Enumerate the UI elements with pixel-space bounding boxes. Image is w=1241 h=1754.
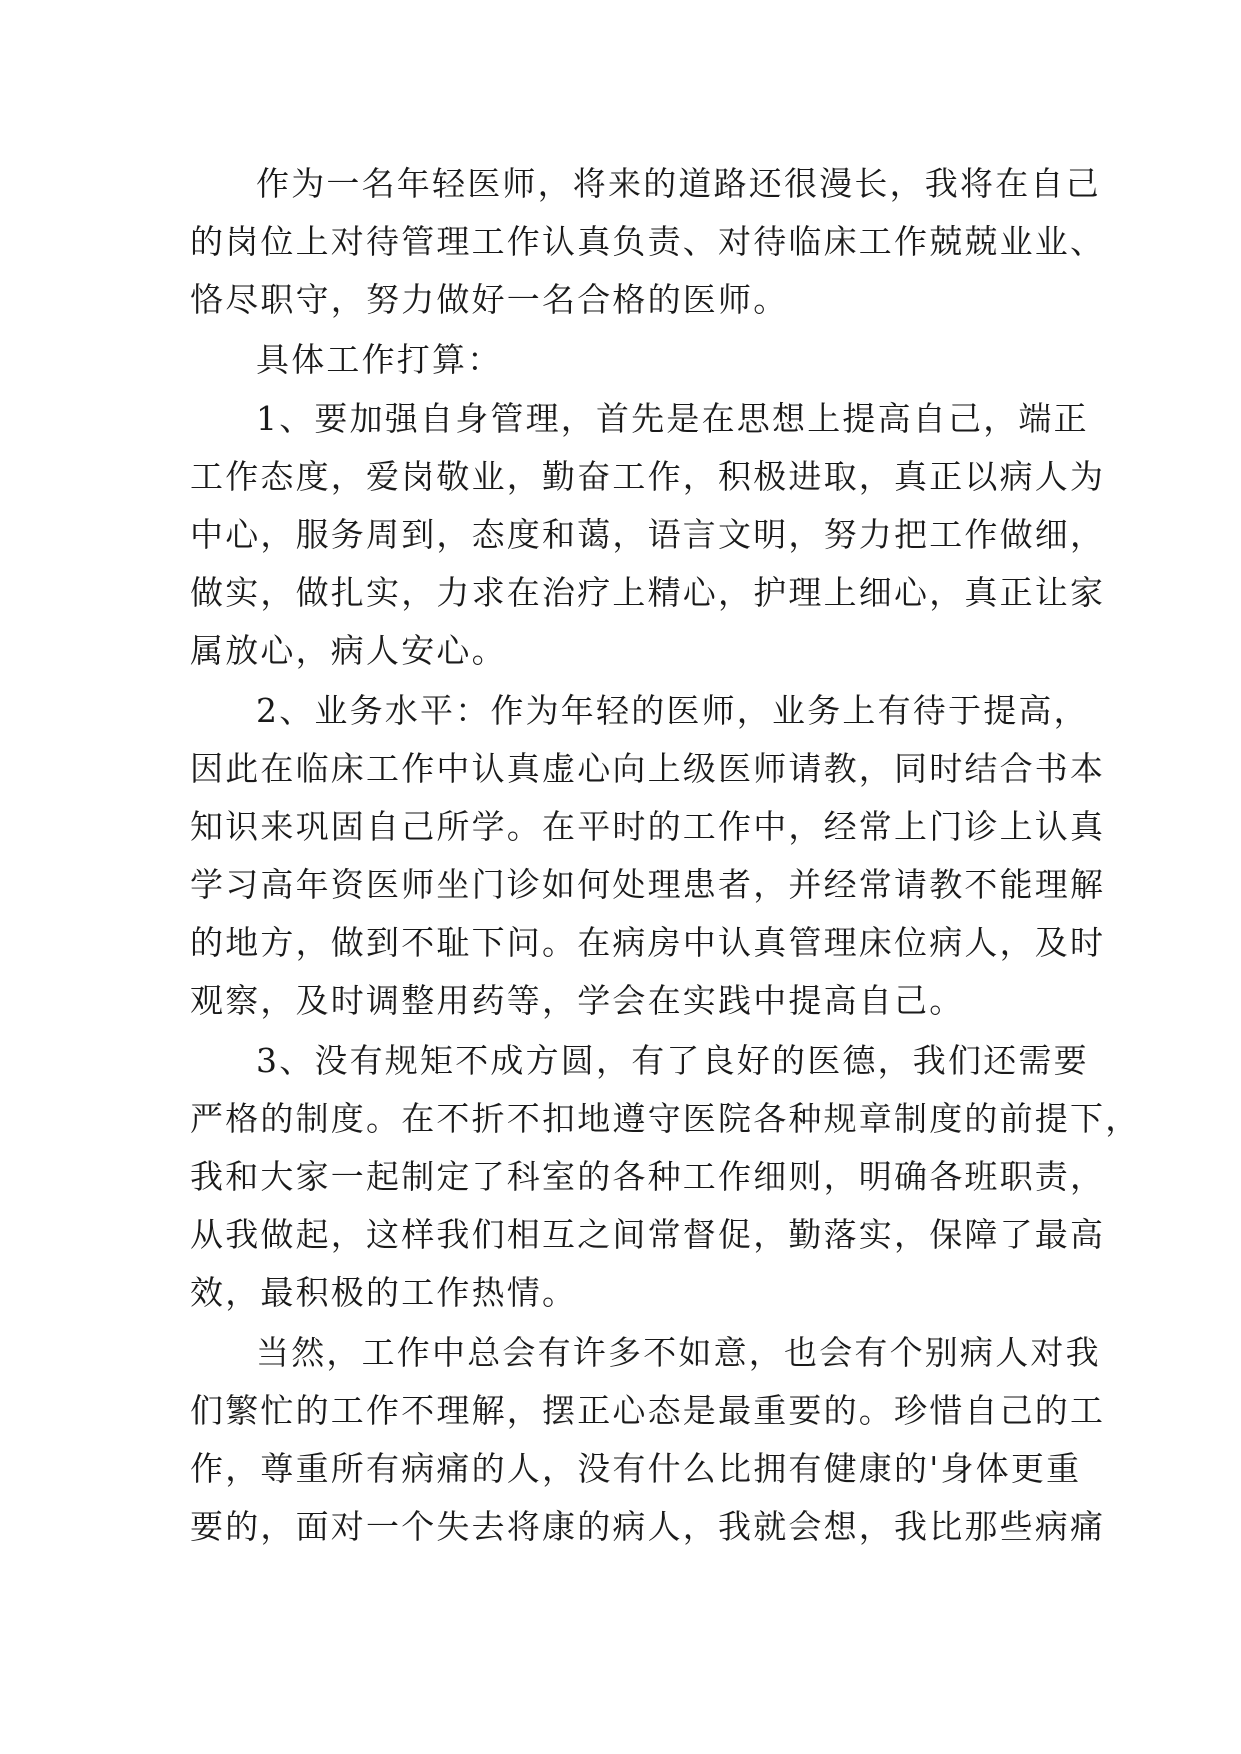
paragraph-2-line-1: 具体工作打算： xyxy=(256,340,503,379)
paragraph-6-line-4: 要的，面对一个失去将康的病人，我就会想，我比那些病痛 xyxy=(190,1507,1106,1546)
paragraph-4-line-1: 2、业务水平：作为年轻的医师，业务上有待于提高， xyxy=(256,691,1089,730)
paragraph-1-line-3: 恪尽职守，努力做好一名合格的医师。 xyxy=(190,280,789,319)
paragraph-4-line-2: 因此在临床工作中认真虚心向上级医师请教，同时结合书本 xyxy=(190,749,1106,788)
paragraph-3-line-1: 1、要加强自身管理，首先是在思想上提高自己，端正 xyxy=(256,399,1089,438)
paragraph-6-line-3: 作，尊重所有病痛的人，没有什么比拥有健康的'身体更重 xyxy=(190,1449,1082,1488)
paragraph-4-line-3: 知识来巩固自己所学。在平时的工作中，经常上门诊上认真 xyxy=(190,807,1106,846)
paragraph-3-line-2: 工作态度，爱岗敬业，勤奋工作，积极进取，真正以病人为 xyxy=(190,457,1106,496)
paragraph-6-line-2: 们繁忙的工作不理解，摆正心态是最重要的。珍惜自己的工 xyxy=(190,1391,1106,1430)
paragraph-4-line-5: 的地方，做到不耻下问。在病房中认真管理床位病人，及时 xyxy=(190,923,1106,962)
paragraph-5-line-4: 从我做起，这样我们相互之间常督促，勤落实，保障了最高 xyxy=(190,1215,1106,1254)
paragraph-3-line-4: 做实，做扎实，力求在治疗上精心，护理上细心，真正让家 xyxy=(190,573,1106,612)
paragraph-5-line-5: 效，最积极的工作热情。 xyxy=(190,1273,578,1312)
paragraph-5-line-2: 严格的制度。在不折不扣地遵守医院各种规章制度的前提下， xyxy=(190,1099,1141,1138)
paragraph-1-line-1: 作为一名年轻医师，将来的道路还很漫长，我将在自己 xyxy=(256,164,1101,203)
paragraph-4-line-4: 学习高年资医师坐门诊如何处理患者，并经常请教不能理解 xyxy=(190,865,1106,904)
paragraph-1-line-2: 的岗位上对待管理工作认真负责、对待临床工作兢兢业业、 xyxy=(190,222,1106,261)
paragraph-3-line-5: 属放心，病人安心。 xyxy=(190,631,507,670)
paragraph-3-line-3: 中心，服务周到，态度和蔼，语言文明，努力把工作做细， xyxy=(190,515,1106,554)
paragraph-5-line-3: 我和大家一起制定了科室的各种工作细则，明确各班职责， xyxy=(190,1157,1106,1196)
paragraph-4-line-6: 观察，及时调整用药等，学会在实践中提高自己。 xyxy=(190,981,965,1020)
paragraph-5-line-1: 3、没有规矩不成方圆，有了良好的医德，我们还需要 xyxy=(256,1041,1089,1080)
paragraph-6-line-1: 当然，工作中总会有许多不如意，也会有个别病人对我 xyxy=(256,1333,1101,1372)
